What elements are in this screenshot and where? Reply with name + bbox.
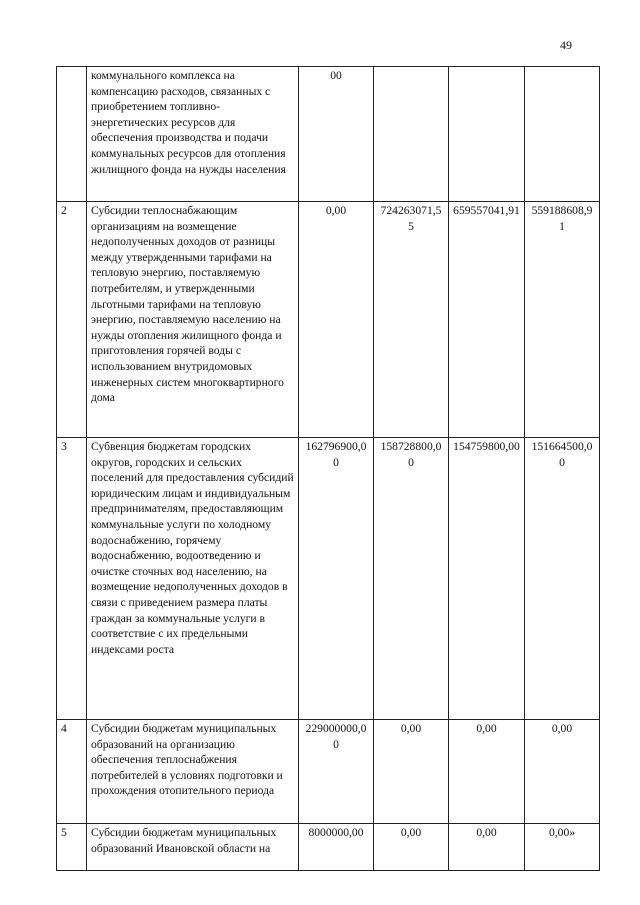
- row-value-1: 0,00: [299, 202, 374, 438]
- table-row: [57, 438, 600, 720]
- row-value-3: 0,00: [449, 720, 525, 824]
- row-value-2: 724263071,55: [374, 202, 449, 438]
- page-number: 49: [560, 38, 572, 52]
- row-name: Субсидии теплоснабжающим организациям на возмещение недополученных доходов от разницы между утвержденными тарифами на тепловую энергию, поставляемую потребителям, и утвержденными льготными тарифами на тепловую энергию, поставляемую населению на нужды отопления жилищного фонда и приготовления горячей воды с использованием внутридомовых инженерных систем многоквартирного дома: [87, 202, 299, 438]
- row-value-4: 0,00»: [525, 824, 600, 871]
- row-name: Субсидии бюджетам муниципальных образований на организацию обеспечения теплоснабжения потребителей в условиях подготовки и прохождения отопительного периода: [87, 720, 299, 824]
- row-value-1: 162796900,00: [299, 438, 374, 720]
- row-number: 2: [57, 202, 87, 438]
- budget-table: [56, 66, 600, 871]
- row-value-1: 00: [299, 67, 374, 202]
- row-value-3: [449, 67, 525, 202]
- row-value-4: [525, 67, 600, 202]
- row-number: 3: [57, 438, 87, 720]
- row-value-2: 158728800,00: [374, 438, 449, 720]
- row-name: коммунального комплекса на компенсацию расходов, связанных с приобретением топливно-энергетических ресурсов для обеспечения производства и подачи коммунальных ресурсов для отопления жилищного фонда на нужды населения: [87, 67, 299, 202]
- row-number: [57, 67, 87, 202]
- row-value-1: 229000000,00: [299, 720, 374, 824]
- row-value-2: 0,00: [374, 720, 449, 824]
- table-row: [57, 67, 600, 202]
- row-value-3: 0,00: [449, 824, 525, 871]
- row-number: 4: [57, 720, 87, 824]
- table-row: [57, 824, 600, 871]
- row-value-4: 151664500,00: [525, 438, 600, 720]
- row-name: Субвенция бюджетам городских округов, городских и сельских поселений для предоставления субсидий юридическим лицам и индивидуальным предпринимателям, предоставляющим коммунальные услуги по холодному водоснабжению, горячему водоснабжению, водоотведению и очистке сточных вод населению, на возмещение недополученных доходов в связи с приведением размера платы граждан за коммунальные услуги в соответствие с их предельными индексами роста: [87, 438, 299, 720]
- row-value-3: 659557041,91: [449, 202, 525, 438]
- row-value-2: 0,00: [374, 824, 449, 871]
- table-row: [57, 720, 600, 824]
- row-value-4: 559188608,91: [525, 202, 600, 438]
- row-value-1: 8000000,00: [299, 824, 374, 871]
- row-value-4: 0,00: [525, 720, 600, 824]
- row-value-2: [374, 67, 449, 202]
- row-name: Субсидии бюджетам муниципальных образований Ивановской области на: [87, 824, 299, 871]
- row-value-3: 154759800,00: [449, 438, 525, 720]
- row-number: 5: [57, 824, 87, 871]
- table-row: [57, 202, 600, 438]
